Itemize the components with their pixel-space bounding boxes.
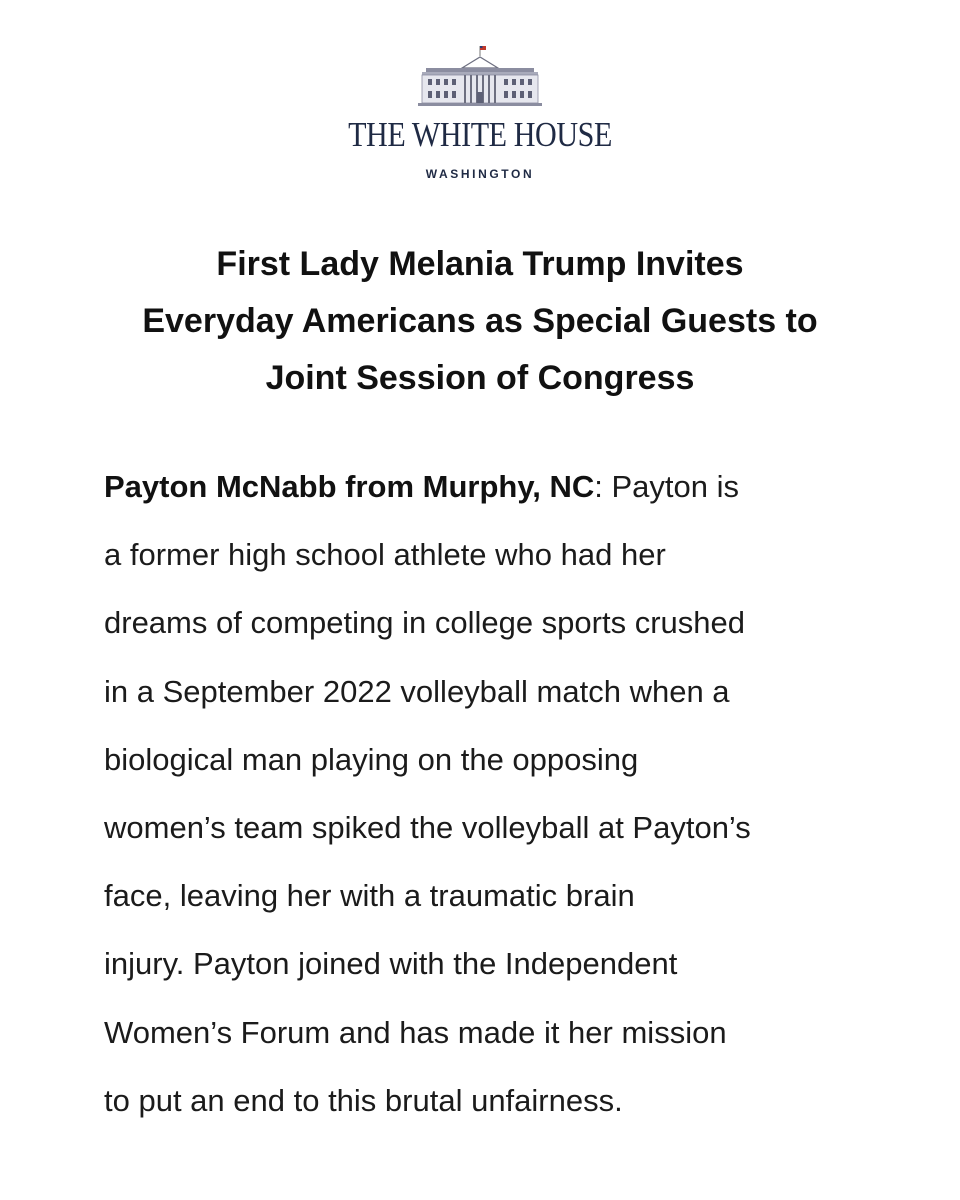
headline-line: Everyday Americans as Special Guests to <box>142 302 818 340</box>
body-line: Women’s Forum and has made it her mission <box>104 1014 727 1050</box>
white-house-building-icon <box>418 44 542 108</box>
guest-description <box>104 453 884 1135</box>
body-line: women’s team spiked the volleyball at Payton’s <box>104 810 751 846</box>
letterhead-location: WASHINGTON <box>425 166 535 181</box>
body-line: face, leaving her with a traumatic brain <box>104 878 635 914</box>
body-line: to put an end to this brutal unfairness. <box>104 1082 623 1118</box>
headline <box>60 236 900 407</box>
letterhead-title: THE WHITE HOUSE <box>348 115 612 154</box>
headline-line: Joint Session of Congress <box>265 359 695 397</box>
body-line: injury. Payton joined with the Independent <box>104 946 678 982</box>
body-line: a former high school athlete who had her <box>104 537 666 573</box>
body-line: dreams of competing in college sports crushed <box>104 605 745 641</box>
body-line: in a September 2022 volleyball match when a <box>104 673 730 709</box>
body-line-rest: : Payton is <box>594 469 740 504</box>
guest-name: Payton McNabb from Murphy, NC <box>104 469 595 504</box>
letterhead <box>0 44 960 181</box>
body-line <box>104 453 884 521</box>
headline-line: First Lady Melania Trump Invites <box>216 245 744 283</box>
body-line: biological man playing on the opposing <box>104 741 639 777</box>
